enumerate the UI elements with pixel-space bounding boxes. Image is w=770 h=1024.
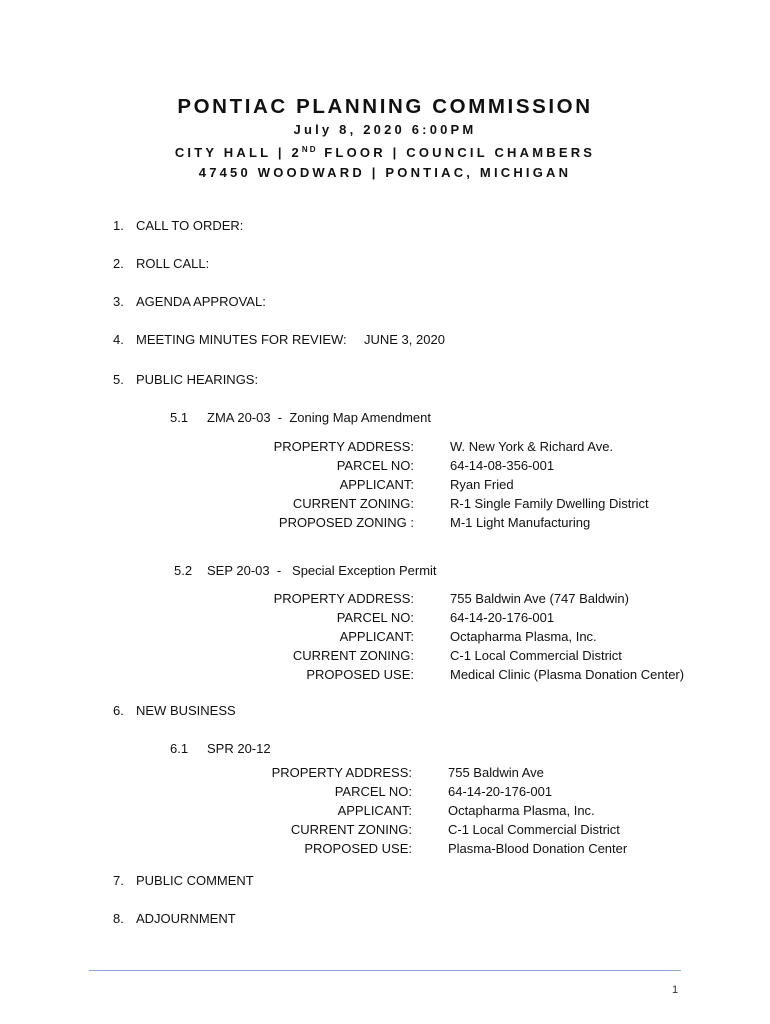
detail-row <box>240 665 684 684</box>
agenda-item-call-to-order <box>113 218 243 234</box>
agenda-number: 1. <box>113 218 124 233</box>
detail-value: Octapharma Plasma, Inc. <box>448 803 595 818</box>
spr-details <box>238 763 627 858</box>
detail-value: Plasma-Blood Donation Center <box>448 841 628 856</box>
meeting-location <box>0 140 770 163</box>
agenda-text: PUBLIC COMMENT <box>136 873 254 888</box>
agenda-item-agenda-approval <box>113 294 266 310</box>
document-title: PONTIAC PLANNING COMMISSION <box>177 95 593 118</box>
agenda-text: PUBLIC HEARINGS: <box>136 372 259 387</box>
agenda-text: ADJOURNMENT <box>136 911 236 926</box>
detail-label: PROPOSED USE: <box>306 667 414 682</box>
agenda-number: 3. <box>113 294 124 309</box>
sub-item-title: ZMA 20-03 - Zoning Map Amendment <box>207 410 431 425</box>
agenda-text: MEETING MINUTES FOR REVIEW: <box>136 332 347 347</box>
detail-value: 755 Baldwin Ave <box>448 765 544 780</box>
detail-label: CURRENT ZONING: <box>292 648 414 663</box>
sep-details <box>240 589 684 684</box>
detail-label: PARCEL NO: <box>336 610 414 625</box>
detail-row <box>240 437 649 456</box>
detail-row <box>238 782 627 801</box>
detail-label: PROPOSED USE: <box>304 841 412 856</box>
agenda-text: NEW BUSINESS <box>136 703 236 718</box>
sub-item-number: 6.1 <box>170 741 189 756</box>
sub-item-sep-20-03 <box>174 563 437 579</box>
detail-row <box>240 589 684 608</box>
detail-row <box>238 763 627 782</box>
zma-details <box>240 437 649 532</box>
detail-value: R-1 Single Family Dwelling District <box>450 496 649 511</box>
detail-row <box>240 494 649 513</box>
agenda-number: 7. <box>113 873 124 888</box>
agenda-text: ROLL CALL: <box>136 256 210 271</box>
agenda-number: 5. <box>113 372 124 387</box>
sub-item-spr-20-12 <box>170 741 271 757</box>
agenda-item-adjournment <box>113 911 236 927</box>
agenda-item-meeting-minutes <box>113 332 347 348</box>
location-post: FLOOR | COUNCIL CHAMBERS <box>317 145 596 160</box>
agenda-item-public-hearings <box>113 372 258 388</box>
detail-label: PROPERTY ADDRESS: <box>271 765 412 780</box>
sub-item-title: SEP 20-03 - Special Exception Permit <box>207 563 437 578</box>
detail-row <box>240 608 684 627</box>
detail-value: 64-14-20-176-001 <box>448 784 553 799</box>
detail-label: APPLICANT: <box>339 477 414 492</box>
detail-label: PARCEL NO: <box>334 784 412 799</box>
detail-value: 755 Baldwin Ave (747 Baldwin) <box>450 591 629 606</box>
detail-value: 64-14-08-356-001 <box>450 458 555 473</box>
detail-label: APPLICANT: <box>339 629 414 644</box>
sub-item-zma-20-03 <box>170 410 431 426</box>
detail-row <box>240 627 684 646</box>
location-pre: CITY HALL | 2 <box>174 145 302 160</box>
detail-label: CURRENT ZONING: <box>292 496 414 511</box>
detail-value: Medical Clinic (Plasma Donation Center) <box>450 667 685 682</box>
agenda-text: AGENDA APPROVAL: <box>136 294 266 309</box>
footer-rule <box>89 970 681 971</box>
minutes-date: JUNE 3, 2020 <box>364 332 445 347</box>
agenda-number: 4. <box>113 332 124 347</box>
detail-row <box>238 820 627 839</box>
document-header <box>0 94 770 183</box>
detail-label: CURRENT ZONING: <box>290 822 412 837</box>
sub-item-number: 5.1 <box>170 410 189 425</box>
meeting-address: 47450 WOODWARD | PONTIAC, MICHIGAN <box>198 165 572 180</box>
detail-label: PROPERTY ADDRESS: <box>273 591 414 606</box>
detail-value: Octapharma Plasma, Inc. <box>450 629 597 644</box>
sub-item-title: SPR 20-12 <box>207 741 271 756</box>
detail-row <box>240 513 649 532</box>
detail-row <box>240 646 684 665</box>
detail-row <box>240 475 649 494</box>
sub-item-number: 5.2 <box>174 563 193 578</box>
detail-label: PARCEL NO: <box>336 458 414 473</box>
detail-value: C-1 Local Commercial District <box>450 648 622 663</box>
detail-row <box>238 839 627 858</box>
detail-label: PROPERTY ADDRESS: <box>273 439 414 454</box>
agenda-text: CALL TO ORDER: <box>136 218 244 233</box>
agenda-number: 2. <box>113 256 124 271</box>
location-superscript: ND <box>301 145 318 154</box>
agenda-item-roll-call <box>113 256 209 272</box>
detail-label: APPLICANT: <box>337 803 412 818</box>
agenda-number: 8. <box>113 911 124 926</box>
meeting-date: July 8, 2020 6:00PM <box>293 122 477 137</box>
detail-value: W. New York & Richard Ave. <box>450 439 614 454</box>
detail-row <box>238 801 627 820</box>
detail-row <box>240 456 649 475</box>
detail-label: PROPOSED ZONING : <box>278 515 414 530</box>
detail-value: 64-14-20-176-001 <box>450 610 555 625</box>
detail-value: Ryan Fried <box>450 477 514 492</box>
detail-value: M-1 Light Manufacturing <box>450 515 591 530</box>
agenda-item-public-comment <box>113 873 254 889</box>
page-number: 1 <box>672 984 679 996</box>
detail-value: C-1 Local Commercial District <box>448 822 620 837</box>
agenda-number: 6. <box>113 703 124 718</box>
agenda-item-new-business <box>113 703 236 719</box>
